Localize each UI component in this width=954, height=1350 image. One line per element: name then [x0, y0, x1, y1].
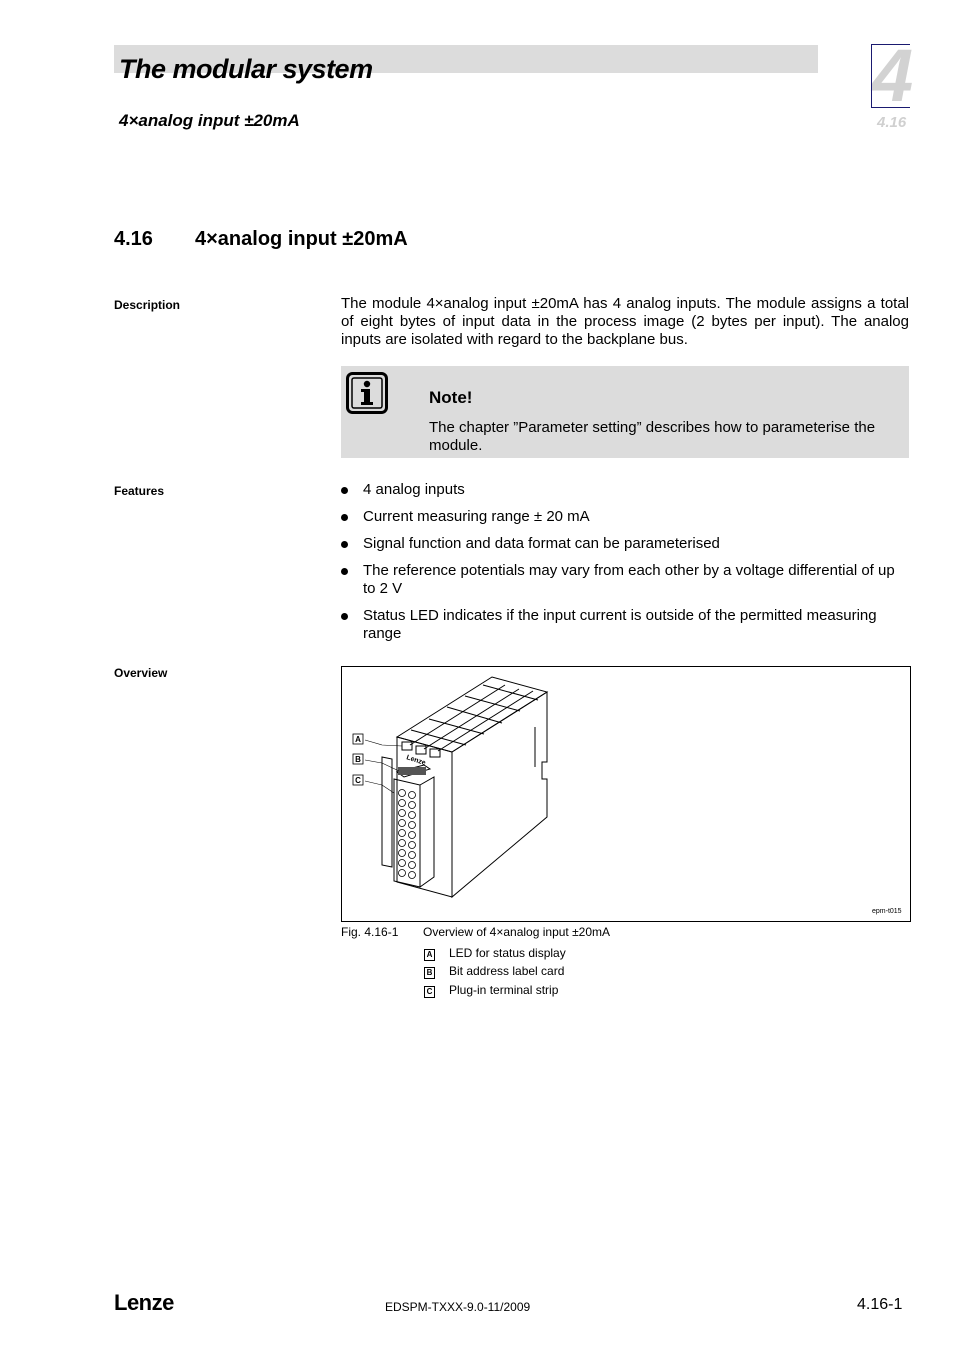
legend-text: Bit address label card [449, 964, 565, 978]
chapter-number: 4 [872, 34, 914, 117]
page-header-subtitle: 4×analog input ±20mA [119, 111, 300, 130]
list-item: The reference potentials may vary from each other by a voltage differential of up to 2 V [341, 562, 909, 598]
info-icon [346, 372, 388, 414]
chapter-tab [871, 44, 910, 108]
legend-key: B [424, 967, 435, 979]
legend-key: C [424, 986, 435, 998]
legend-key: A [424, 949, 435, 961]
device-brand: Lenze [405, 754, 427, 768]
list-item: Current measuring range ± 20 mA [341, 508, 909, 526]
legend-item [424, 964, 564, 979]
figure-caption [341, 925, 610, 939]
callout-b: B [355, 755, 361, 764]
chapter-section: 4.16 [877, 114, 907, 131]
legend-item [424, 983, 558, 998]
footer-doc-id: EDSPM-TXXX-9.0-11/2009 [385, 1300, 531, 1314]
legend-text: Plug-in terminal strip [449, 983, 559, 997]
section-heading [114, 228, 408, 251]
overview-figure [341, 666, 911, 922]
list-item: Status LED indicates if the input current is outside of the permitted measuring range [341, 607, 909, 643]
page-header-title: The modular system [119, 54, 373, 84]
margin-label-description: Description [114, 298, 181, 312]
legend-text: LED for status display [449, 946, 566, 960]
section-title: 4×analog input ±20mA [195, 228, 408, 250]
description-text: The module 4×analog input ±20mA has 4 analog inputs. The module assigns a total of eight bytes of input data in the process image (2 bytes per input). The analog inputs are isolated with regard to the backplane bus. [341, 295, 909, 348]
features-list [341, 481, 909, 652]
callout-a: A [355, 735, 361, 744]
section-number: 4.16 [114, 228, 153, 250]
list-item: Signal function and data format can be parameterised [341, 535, 909, 553]
caption-number: Fig. 4.16-1 [341, 925, 399, 939]
figure-code: epm-t015 [872, 908, 902, 915]
caption-text: Overview of 4×analog input ±20mA [423, 925, 611, 939]
note-text: The chapter ”Parameter setting” describes how to parameterise the module. [429, 419, 876, 454]
note-title: Note! [429, 388, 473, 407]
callout-c: C [355, 776, 361, 785]
list-item: 4 analog inputs [341, 481, 909, 499]
footer-logo: Lenze [114, 1290, 174, 1315]
margin-label-features: Features [114, 484, 165, 498]
page-number: 4.16-1 [857, 1296, 903, 1313]
module-drawing [342, 667, 910, 921]
margin-label-overview: Overview [114, 666, 168, 680]
legend-item [424, 946, 566, 961]
